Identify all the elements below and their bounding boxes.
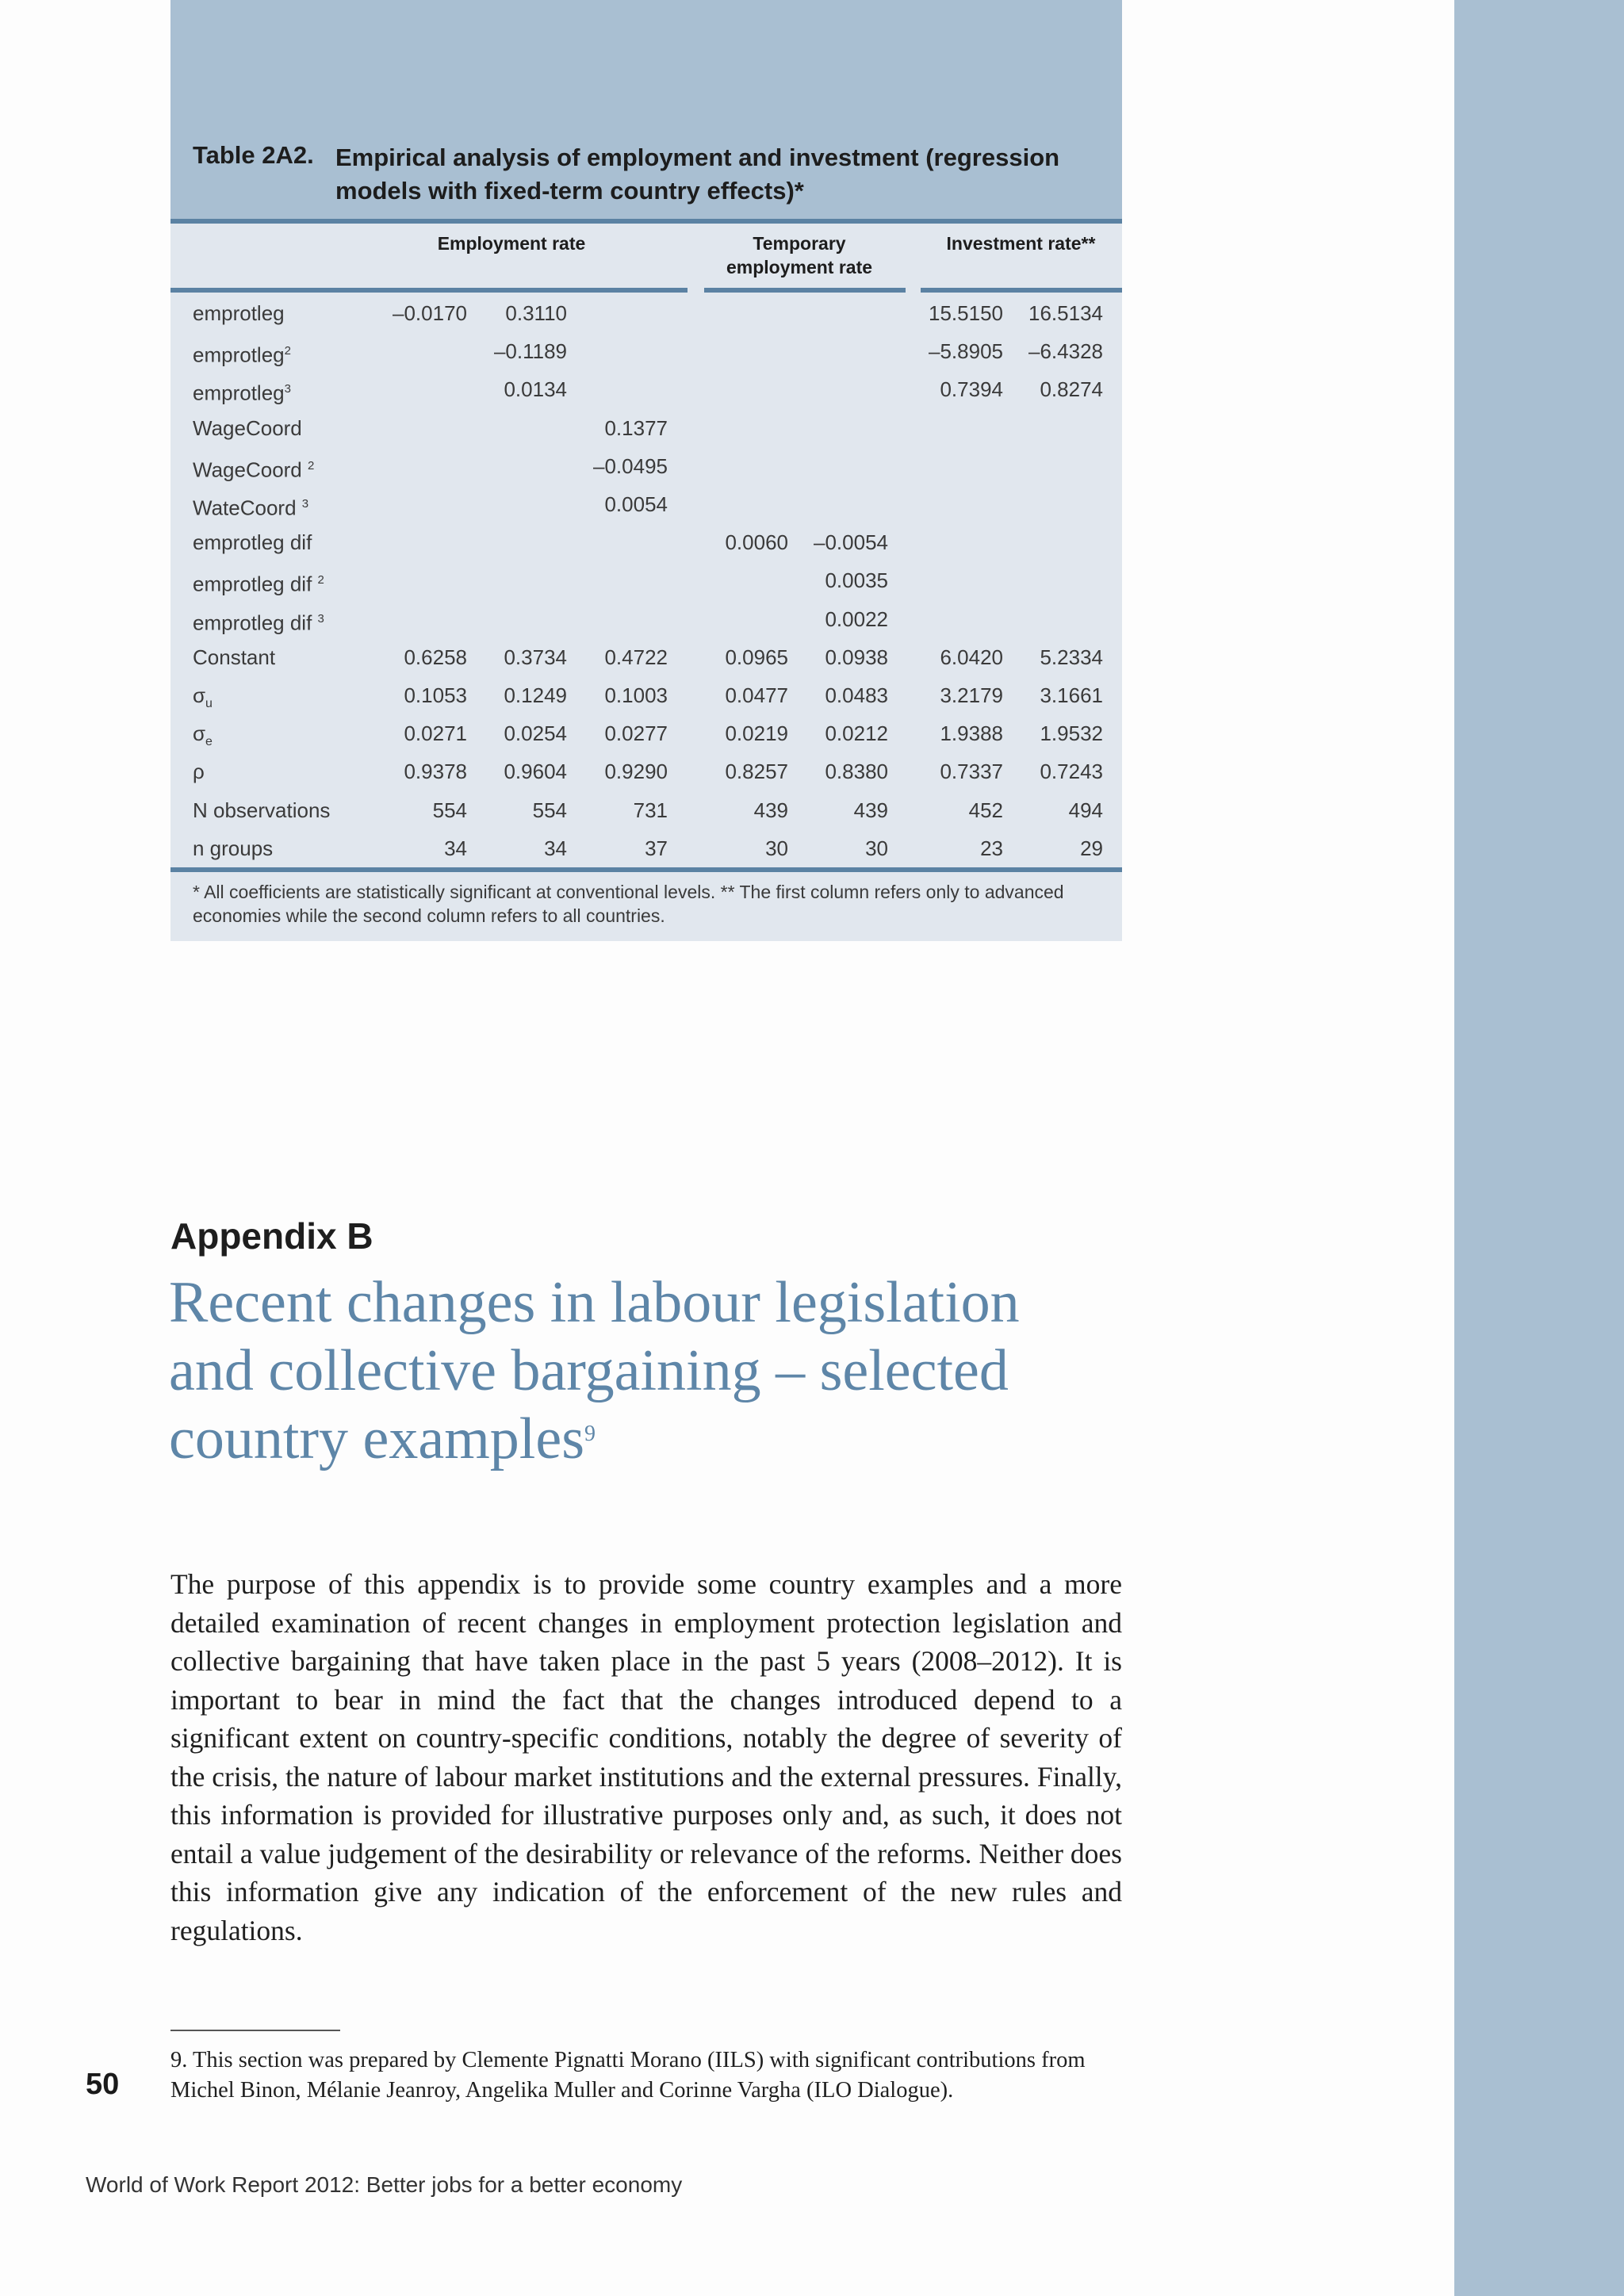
table-cell: –0.0054	[814, 530, 888, 555]
table-top-rule	[170, 219, 1122, 224]
body-paragraph: The purpose of this appendix is to provide some country examples and a more detailed examination of recent changes in employment protection legislation and collective bargaining that have taken place in the past 5 years (2008–2012). It is important to bear in mind the fact that the changes introduced depend to a significant extent on country-specific conditions, notably the degree of severity of the crisis, the nature of labour market institutions and the external pressures. Finally, this information is provided for illustrative purposes only and, as such, it does not entail a value judgement of the desirability or relevance of the reforms. Neither does this information give any indication of the enforcement of the new rules and regulations.	[170, 1568, 1122, 1946]
table-cell: –0.1189	[493, 339, 567, 364]
row-label-text: emprotleg	[193, 301, 285, 325]
table-cell: 0.1377	[604, 415, 668, 440]
table-cell: 0.7394	[940, 377, 1003, 402]
table-cell: 0.0965	[725, 645, 788, 669]
appendix-title-text: Recent changes in labour legislation and collective bargaining – selected country examples	[169, 1270, 1020, 1471]
table-cell: 452	[968, 798, 1003, 822]
row-label-subscript: u	[205, 697, 213, 711]
footnote-ref: 9	[584, 1422, 596, 1446]
row-label	[193, 600, 324, 642]
table-cell: 30	[865, 836, 888, 860]
footnote-rule	[170, 2030, 340, 2031]
table-cell: 3.2179	[940, 683, 1003, 707]
table-cell: 29	[1080, 836, 1103, 860]
table-cell: 0.0271	[404, 721, 467, 746]
row-label	[193, 447, 314, 489]
table-cell: 0.0035	[825, 568, 888, 593]
appendix-label: Appendix B	[170, 1215, 373, 1257]
table-cell: –0.0170	[393, 301, 467, 325]
row-label-text: σ	[193, 721, 206, 746]
table-cell: 0.0477	[725, 683, 788, 707]
table-cell: 0.6258	[404, 645, 467, 669]
table-cell: 0.0134	[504, 377, 567, 402]
row-label	[193, 638, 275, 676]
table-cell: 0.0938	[825, 645, 888, 669]
table-cell: 0.0212	[825, 721, 888, 746]
footnote: 9. This section was prepared by Clemente Pignatti Morano (IILS) with significant contributions from Michel Binon, Mélanie Jeanroy, Angelika Muller and Corinne Vargha (ILO Dialogue).	[170, 2048, 1086, 2103]
table-cell: 3.1661	[1040, 683, 1103, 707]
appendix-title	[169, 1269, 1041, 1473]
row-label-superscript: 2	[308, 458, 315, 473]
table-cell: 0.4722	[604, 645, 668, 669]
table-cell: 0.1249	[504, 683, 567, 707]
row-label	[193, 409, 302, 447]
page-number: 50	[86, 2068, 120, 2101]
colgroup-employment-rate: Employment rate	[437, 233, 586, 254]
table-cell: 554	[432, 798, 467, 822]
row-label-superscript: 3	[317, 611, 324, 626]
row-label-text: emprotleg	[193, 381, 285, 406]
table-cell: 16.5134	[1028, 301, 1103, 325]
table-cell: 15.5150	[929, 301, 1003, 325]
table-title: Empirical analysis of employment and investment (regression models with fixed-term country effects)*	[335, 144, 1060, 205]
colgroup-rule-investment	[921, 288, 1122, 293]
table-cell: 34	[444, 836, 467, 860]
table-cell: –5.8905	[929, 339, 1003, 364]
table-cell: 37	[645, 836, 668, 860]
row-label-text: emprotleg dif	[193, 530, 312, 555]
table-cell: 5.2334	[1040, 645, 1103, 669]
table-cell: 0.3734	[504, 645, 567, 669]
table-cell: 34	[544, 836, 567, 860]
row-label-text: emprotleg dif	[193, 572, 318, 597]
row-label-subscript: e	[205, 735, 213, 749]
table-cell: 6.0420	[940, 645, 1003, 669]
table-cell: 731	[633, 798, 668, 822]
table-cell: 439	[753, 798, 788, 822]
table-cell: 554	[532, 798, 567, 822]
colgroup-rule-employment	[170, 288, 688, 293]
row-label-text: σ	[193, 683, 206, 707]
row-label-superscript: 2	[317, 573, 324, 587]
row-label	[193, 370, 291, 412]
table-cell: 0.0483	[825, 683, 888, 707]
table-cell: 0.0060	[725, 530, 788, 555]
row-label-text: WateCoord	[193, 496, 302, 520]
table-cell: 0.9290	[604, 760, 668, 784]
table-cell: 0.3110	[505, 301, 567, 325]
row-label	[193, 561, 324, 603]
row-label	[193, 485, 308, 527]
row-label-text: Constant	[193, 645, 276, 669]
table-cell: 0.8274	[1040, 377, 1103, 402]
row-label-superscript: 3	[284, 382, 291, 396]
table-bottom-rule	[170, 867, 1122, 872]
running-footer: World of Work Report 2012: Better jobs for a better economy	[86, 2172, 683, 2197]
row-label-text: n groups	[193, 836, 274, 860]
row-label	[193, 523, 312, 561]
row-label	[193, 294, 285, 332]
table-cell: 494	[1068, 798, 1103, 822]
row-label	[193, 752, 205, 790]
table-cell: 0.7337	[940, 760, 1003, 784]
row-label-text: ρ	[193, 760, 205, 784]
table-cell: 0.8257	[725, 760, 788, 784]
row-label-text: WageCoord	[193, 415, 302, 440]
table-cell: 439	[853, 798, 888, 822]
row-label	[193, 791, 330, 829]
row-label-text: N observations	[193, 798, 331, 822]
table-cell: 0.0254	[504, 721, 567, 746]
row-label-text: WageCoord	[193, 457, 308, 482]
row-label-text: emprotleg	[193, 342, 285, 367]
table-cell: 0.9378	[404, 760, 467, 784]
side-color-bar	[1454, 0, 1624, 2296]
colgroup-investment-rate: Investment rate**	[946, 233, 1096, 254]
row-label-superscript: 3	[301, 497, 309, 511]
row-label	[193, 332, 291, 374]
table-cell: 23	[980, 836, 1003, 860]
table-cell: 0.8380	[825, 760, 888, 784]
row-label	[193, 829, 273, 867]
table-cell: 1.9388	[940, 721, 1003, 746]
table-cell: 0.1053	[404, 683, 467, 707]
table-number: Table 2A2.	[193, 141, 314, 169]
table-note: * All coefficients are statistically significant at conventional levels. ** The first column refers only to advanced economies while the second column refers to all countries.	[193, 882, 1064, 926]
row-label-superscript: 2	[284, 344, 291, 358]
colgroup-temporary-employment-rate: Temporary employment rate	[726, 233, 873, 277]
table-cell: 30	[765, 836, 788, 860]
table-cell: 1.9532	[1040, 721, 1103, 746]
table-cell: –6.4328	[1028, 339, 1103, 364]
table-cell: –0.0495	[593, 453, 668, 478]
table-cell: 0.0277	[604, 721, 668, 746]
table-cell: 0.0054	[604, 492, 668, 516]
colgroup-rule-temporary	[704, 288, 906, 293]
table-cell: 0.7243	[1040, 760, 1103, 784]
table-cell: 0.1003	[604, 683, 668, 707]
table-cell: 0.9604	[504, 760, 567, 784]
table-cell: 0.0219	[725, 721, 788, 746]
table-panel	[170, 0, 1122, 941]
table-cell: 0.0022	[825, 607, 888, 631]
row-label-text: emprotleg dif	[193, 610, 318, 635]
